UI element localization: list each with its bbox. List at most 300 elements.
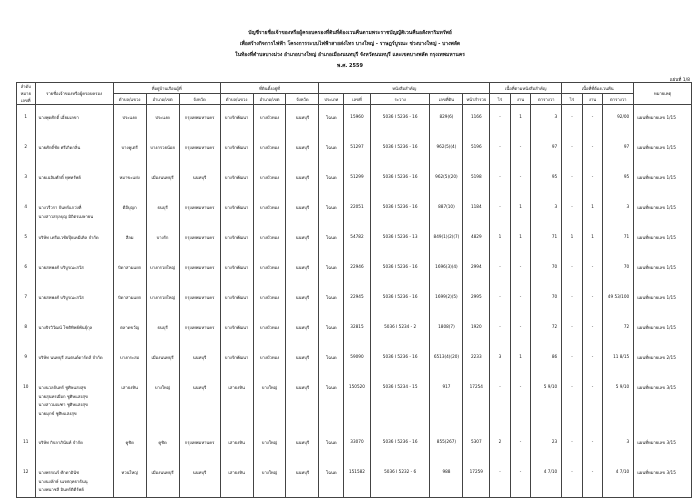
owner-name: นางจิรวิวัฒน์ โชติทิพย์พันธุ์กุล: [38, 325, 93, 330]
cell-w1: 3: [531, 195, 562, 225]
header-line-3: ในท้องที่ตำบลบางม่วง อำเภอบางใหญ่ อำเภอเมืองนนทบุรี จังหวัดนนทบุรี และเขตบางพลัด กรุงเทพมหานคร: [235, 52, 465, 58]
cell-a-sub: บางกระสอ: [113, 345, 146, 375]
header-name: รายชื่อเจ้าของหรือผู้ครอบครอง: [35, 83, 113, 105]
cell-w1: 70: [531, 255, 562, 285]
cell-no: 12: [17, 460, 36, 498]
cell-r1: 3: [490, 345, 511, 375]
table-row: [17, 165, 692, 195]
cell-ravang: 5036 I 5234 - 15: [370, 375, 430, 430]
cell-l-prov: นนทบุรี: [286, 105, 319, 136]
cell-a-sub: บิดาสามแยก: [113, 255, 146, 285]
table-row: [17, 135, 692, 165]
cell-no: 8: [17, 315, 36, 345]
cell-l-prov: นนทบุรี: [286, 375, 319, 430]
subheader: อำเภอ/เขต: [253, 94, 286, 105]
cell-w1: 72: [531, 315, 562, 345]
table-header: [17, 83, 692, 105]
cell-names: [35, 165, 113, 195]
subheader: ตารางวา: [603, 94, 634, 105]
cell-ravang: 5036 I 5236 - 16: [370, 345, 430, 375]
cell-remark: แผนที่หมายเลข 1/15: [634, 315, 692, 345]
cell-l-dist: บางบัวทอง: [253, 285, 286, 315]
owner-name: นางสาวมณฑา ชูศิษแสงสุข: [38, 402, 88, 407]
subheader: งาน: [582, 94, 603, 105]
cell-l-prov: นนทบุรี: [286, 430, 319, 460]
cell-n2: 1: [582, 195, 603, 225]
cell-l-prov: นนทบุรี: [286, 460, 319, 498]
cell-a-dist: ธนบุรี: [146, 195, 179, 225]
cell-r2: -: [562, 195, 583, 225]
cell-l-sub: บางรักพัฒนา: [220, 285, 253, 315]
cell-n2: -: [582, 135, 603, 165]
cell-l-dist: บางบัวทอง: [253, 315, 286, 345]
cell-ravang: 5036 I 5236 - 16: [370, 255, 430, 285]
table-row: [17, 225, 692, 255]
header-address: ที่อยู่บ้านเรือนผู้ที่: [113, 83, 220, 94]
cell-a-sub: ดีอีบุญก: [113, 195, 146, 225]
cell-a-dist: บางกรวยใหญ่: [146, 285, 179, 315]
cell-type: โฉนด: [319, 375, 344, 430]
cell-l-dist: บางบัวทอง: [253, 195, 286, 225]
cell-survey: 17254: [463, 375, 490, 430]
owner-name: นางนงลักษ์ นเรศฤทธาธันนุ: [38, 478, 88, 484]
cell-survey: 1184: [463, 195, 490, 225]
cell-l-prov: นนทบุรี: [286, 225, 319, 255]
owner-name: บริษัท กิจลาภินันท์ จำกัด: [38, 440, 83, 445]
cell-deed: 32815: [344, 315, 371, 345]
cell-r2: -: [562, 375, 583, 430]
cell-deed: 22946: [344, 255, 371, 285]
cell-survey: 5307: [463, 430, 490, 460]
cell-remark: แผนที่หมายเลข 1/15: [634, 225, 692, 255]
cell-l-dist: บางบัวทอง: [253, 105, 286, 136]
cell-a-dist: เมืองนนทบุรี: [146, 165, 179, 195]
cell-n1: -: [510, 375, 531, 430]
cell-survey: 2995: [463, 285, 490, 315]
cell-r1: -: [490, 105, 511, 136]
cell-names: [35, 285, 113, 315]
cell-no: 1: [17, 105, 36, 136]
cell-a-prov: นนทบุรี: [179, 375, 220, 430]
cell-l-dist: บางบัวทอง: [253, 345, 286, 375]
table-row: [17, 460, 692, 498]
cell-a-prov: นนทบุรี: [179, 165, 220, 195]
cell-l-sub: บางรักพัฒนา: [220, 105, 253, 136]
cell-a-sub: ตลาดขวัญ: [113, 315, 146, 345]
cell-no: 5: [17, 225, 36, 255]
cell-n1: 1: [510, 195, 531, 225]
cell-names: [35, 430, 113, 460]
cell-deed: 15960: [344, 105, 371, 136]
cell-r1: -: [490, 315, 511, 345]
table-row: [17, 255, 692, 285]
subheader: เลขที่: [344, 94, 371, 105]
cell-ravang: 5036 I 5236 - 16: [370, 165, 430, 195]
cell-survey: 1920: [463, 315, 490, 345]
cell-no: 10: [17, 375, 36, 430]
cell-a-sub: บางคูเตรี: [113, 135, 146, 165]
cell-type: โฉนด: [319, 195, 344, 225]
cell-a-prov: กรุงเทพมหานคร: [179, 430, 220, 460]
cell-l-dist: บางบัวทอง: [253, 135, 286, 165]
cell-ravang: 5036 I 5236 - 16: [370, 430, 430, 460]
cell-a-prov: กรุงเทพมหานคร: [179, 225, 220, 255]
cell-remark: แผนที่หมายเลข 2/15: [634, 345, 692, 375]
cell-remark: แผนที่หมายเลข 1/15: [634, 195, 692, 225]
cell-n2: -: [582, 430, 603, 460]
cell-ravang: 5036 I 5234 - 2: [370, 315, 430, 345]
cell-land: 887(10): [430, 195, 463, 225]
cell-r2: -: [562, 255, 583, 285]
cell-ravang: 5036 I 5236 - 16: [370, 285, 430, 315]
cell-n2: -: [582, 345, 603, 375]
cell-a-prov: กรุงเทพมหานคร: [179, 105, 220, 136]
cell-names: [35, 135, 113, 165]
table-row: [17, 285, 692, 315]
owner-name: นายสหพงศ์ บริบูรณะสวัส: [38, 265, 84, 270]
cell-w2: 72: [603, 315, 634, 345]
cell-a-dist: บางรัก: [146, 225, 179, 255]
cell-w2: 71: [603, 225, 634, 255]
cell-r2: -: [562, 165, 583, 195]
cell-remark: แผนที่หมายเลข 1/15: [634, 135, 692, 165]
cell-names: [35, 225, 113, 255]
cell-type: โฉนด: [319, 225, 344, 255]
cell-l-prov: นนทบุรี: [286, 195, 319, 225]
subheader: จังหวัด: [179, 94, 220, 105]
cell-w1: 71: [531, 225, 562, 255]
cell-l-sub: บางรักพัฒนา: [220, 255, 253, 285]
expropriation-table: [16, 82, 692, 498]
cell-w2: 95: [603, 165, 634, 195]
owner-name: นางนวลจันทร์ ชูศิษแสงสุข: [38, 385, 87, 390]
cell-land: 849(1)(2)(7): [430, 225, 463, 255]
header-seq: ลำดับ หมาย เลขที่: [17, 83, 36, 105]
cell-names: [35, 105, 113, 136]
cell-r2: 1: [562, 225, 583, 255]
cell-n1: -: [510, 135, 531, 165]
owner-name: นายมุกข์ ชูศิษแสงสุข: [38, 410, 77, 416]
cell-l-dist: บางใหญ่: [253, 430, 286, 460]
subheader: ไร่: [490, 94, 511, 105]
cell-ravang: 5036 I 5236 - 16: [370, 105, 430, 136]
cell-l-prov: นนทบุรี: [286, 345, 319, 375]
cell-n1: -: [510, 255, 531, 285]
cell-r2: -: [562, 135, 583, 165]
cell-deed: 33070: [344, 430, 371, 460]
table-row: [17, 195, 692, 225]
cell-l-sub: เสาธงหิน: [220, 430, 253, 460]
cell-a-sub: ทวนใหญ่: [113, 460, 146, 498]
cell-w2: 3: [603, 195, 634, 225]
cell-type: โฉนด: [319, 315, 344, 345]
cell-land: 962(5)(20): [430, 165, 463, 195]
cell-n2: -: [582, 165, 603, 195]
cell-n2: -: [582, 105, 603, 136]
header-total-area: เนื้อที่ตามหนังสือสำคัญ: [490, 83, 562, 94]
cell-w2: 70: [603, 255, 634, 285]
cell-r1: -: [490, 375, 511, 430]
cell-survey: 5196: [463, 135, 490, 165]
cell-l-dist: บางบัวทอง: [253, 165, 286, 195]
cell-land: 855(267): [430, 430, 463, 460]
cell-w1: 70: [531, 285, 562, 315]
cell-n1: 1: [510, 225, 531, 255]
owner-name: นายเฉลิมศักดิ์ ทุพทรัพย์: [38, 175, 81, 180]
cell-survey: 1166: [463, 105, 490, 136]
cell-type: โฉนด: [319, 345, 344, 375]
cell-l-sub: บางรักพัฒนา: [220, 225, 253, 255]
header-remark: หมายเหตุ: [634, 83, 692, 105]
cell-a-dist: ธนบุรี: [146, 315, 179, 345]
header-line-4: พ.ศ. 2559: [337, 63, 363, 69]
cell-a-sub: บิดาสามแยก: [113, 285, 146, 315]
owner-name: นางวรีวรา จันทร์แกว่งที่: [38, 205, 82, 210]
cell-remark: แผนที่หมายเลข 1/15: [634, 165, 692, 195]
cell-no: 11: [17, 430, 36, 460]
cell-l-prov: นนทบุรี: [286, 285, 319, 315]
header-land-location: ที่ดินตั้งอยู่ที่: [220, 83, 319, 94]
cell-r1: 1: [490, 225, 511, 255]
cell-w2: 92/00: [603, 105, 634, 136]
cell-n1: 1: [510, 345, 531, 375]
cell-type: โฉนด: [319, 105, 344, 136]
cell-a-dist: บางใหญ่: [146, 375, 179, 430]
cell-l-prov: นนทบุรี: [286, 135, 319, 165]
cell-remark: แผนที่หมายเลข 3/15: [634, 460, 692, 498]
cell-l-sub: บางรักพัฒนา: [220, 165, 253, 195]
cell-ravang: 5036 I 5236 - 13: [370, 225, 430, 255]
cell-l-sub: เสาธงหิน: [220, 375, 253, 430]
table-row: [17, 375, 692, 430]
cell-a-sub: เสาธงหิน: [113, 375, 146, 430]
cell-type: โฉนด: [319, 285, 344, 315]
cell-a-prov: กรุงเทพมหานคร: [179, 285, 220, 315]
cell-r2: -: [562, 430, 583, 460]
cell-names: [35, 195, 113, 225]
header-line-2: เพื่อสร้างกิจการไฟฟ้า โครงการระบบไฟฟ้าสายส่งไทร บางใหญ่ - ราษฎร์บูรณะ ช่วงบางใหญ่ - บางพลัด: [239, 41, 461, 47]
owner-name: นายสุนทรเผือก ชูศิษแสงสุข: [38, 393, 88, 399]
table-row: [17, 105, 692, 136]
owner-name: นางพุดศักดิ์ เอี่ยมเลขา: [38, 115, 79, 120]
cell-l-prov: นนทบุรี: [286, 315, 319, 345]
cell-n1: 1: [510, 105, 531, 136]
owner-name: นางสาวสกุลบุญ มิถิตรเมษายน: [38, 213, 94, 219]
cell-a-prov: กรุงเทพมหานคร: [179, 255, 220, 285]
cell-no: 9: [17, 345, 36, 375]
owner-name: บริษัท เครือเวชัยปุ๊ยเคมีเคิล จำกัด: [38, 235, 99, 240]
cell-land: 917: [430, 375, 463, 430]
document-header: [0, 28, 700, 72]
subheader: ตำบล/แขวง: [113, 94, 146, 105]
cell-n1: -: [510, 430, 531, 460]
cell-r1: -: [490, 285, 511, 315]
table-row: [17, 315, 692, 345]
header-expropriated-area: เนื้อที่ที่ต้องเวนคืน: [562, 83, 634, 94]
cell-deed: 51299: [344, 165, 371, 195]
cell-n2: -: [582, 255, 603, 285]
cell-r1: -: [490, 165, 511, 195]
cell-ravang: 5036 I 5236 - 16: [370, 135, 430, 165]
cell-deed: 51297: [344, 135, 371, 165]
header-title-deed: หนังสือสำคัญ: [319, 83, 490, 94]
cell-r1: 2: [490, 430, 511, 460]
cell-w1: 86: [531, 345, 562, 375]
cell-l-sub: เสาธงหิน: [220, 460, 253, 498]
owner-name: นายสหพงศ์ บริบูรณะสวัส: [38, 295, 84, 300]
cell-type: โฉนด: [319, 135, 344, 165]
cell-remark: แผนที่หมายเลข 1/15: [634, 105, 692, 136]
cell-land: 1696(3)(4): [430, 255, 463, 285]
cell-l-dist: บางบัวทอง: [253, 225, 286, 255]
subheader: ไร่: [562, 94, 583, 105]
cell-r2: -: [562, 460, 583, 498]
cell-land: 962(5)(4): [430, 135, 463, 165]
cell-type: โฉนด: [319, 255, 344, 285]
cell-no: 6: [17, 255, 36, 285]
cell-l-prov: นนทบุรี: [286, 165, 319, 195]
cell-a-prov: นนทบุรี: [179, 345, 220, 375]
cell-n2: 1: [582, 225, 603, 255]
cell-a-dist: เมืองนนทบุรี: [146, 345, 179, 375]
cell-survey: 17259: [463, 460, 490, 498]
subheader: ตำบล/แขวง: [220, 94, 253, 105]
owner-name: นางพรรณร์ ศักดาอินัช: [38, 470, 79, 475]
cell-l-dist: บางใหญ่: [253, 375, 286, 430]
table-row: [17, 345, 692, 375]
cell-survey: 4829: [463, 225, 490, 255]
cell-no: 7: [17, 285, 36, 315]
cell-names: [35, 345, 113, 375]
cell-l-dist: บางบัวทอง: [253, 255, 286, 285]
cell-no: 3: [17, 165, 36, 195]
cell-a-dist: เมืองนนทบุรี: [146, 460, 179, 498]
subheader: เลขที่ดิน: [430, 94, 463, 105]
owner-name: นายศักดิ์ชัย ศรีเกิดกลิ่น: [38, 145, 81, 150]
cell-a-dist: ประแงด: [146, 105, 179, 136]
subheader: อำเภอ/เขต: [146, 94, 179, 105]
cell-no: 2: [17, 135, 36, 165]
cell-r2: -: [562, 315, 583, 345]
cell-ravang: 5036 I 5236 - 16: [370, 195, 430, 225]
cell-remark: แผนที่หมายเลข 3/15: [634, 430, 692, 460]
cell-land: 829(6): [430, 105, 463, 136]
cell-l-sub: บางรักพัฒนา: [220, 345, 253, 375]
cell-w2: 3: [603, 430, 634, 460]
cell-names: [35, 375, 113, 430]
cell-names: [35, 255, 113, 285]
cell-l-dist: บางใหญ่: [253, 460, 286, 498]
page-number: แผ่นที่ 1/8: [669, 78, 690, 83]
cell-land: 1699(2)(5): [430, 285, 463, 315]
owner-name: บริษัท นนทบุรี สแตนด์ดาร์ดส์ จำกัด: [38, 355, 103, 360]
cell-n2: -: [582, 375, 603, 430]
cell-remark: แผนที่หมายเลข 1/15: [634, 285, 692, 315]
cell-w1: 23: [531, 430, 562, 460]
cell-land: 988: [430, 460, 463, 498]
subheader: ประเภท: [319, 94, 344, 105]
cell-deed: 151582: [344, 460, 371, 498]
cell-a-dist: บางกรวยน้อย: [146, 135, 179, 165]
cell-a-prov: กรุงเทพมหานคร: [179, 315, 220, 345]
cell-survey: 2994: [463, 255, 490, 285]
cell-w2: 11 8/15: [603, 345, 634, 375]
cell-w1: 5 9/10: [531, 375, 562, 430]
cell-r2: -: [562, 345, 583, 375]
cell-a-dist: คูชิด: [146, 430, 179, 460]
cell-a-sub: หมาขะแย่ง: [113, 165, 146, 195]
cell-a-sub: สีลม: [113, 225, 146, 255]
cell-survey: 2233: [463, 345, 490, 375]
cell-n1: -: [510, 285, 531, 315]
cell-w2: 49 53/100: [603, 285, 634, 315]
table-row: [17, 430, 692, 460]
cell-a-sub: คูชิด: [113, 430, 146, 460]
cell-deed: 54782: [344, 225, 371, 255]
cell-a-prov: นนทบุรี: [179, 460, 220, 498]
cell-n2: -: [582, 315, 603, 345]
cell-w1: 95: [531, 165, 562, 195]
cell-land: 6513(4)(20): [430, 345, 463, 375]
cell-ravang: 5036 I 5232 - 6: [370, 460, 430, 498]
cell-r1: -: [490, 460, 511, 498]
cell-survey: 5198: [463, 165, 490, 195]
subheader: หน้าสำรวจ: [463, 94, 490, 105]
cell-deed: 150520: [344, 375, 371, 430]
cell-w1: 3: [531, 105, 562, 136]
cell-remark: แผนที่หมายเลข 1/15: [634, 255, 692, 285]
cell-a-sub: ประแงด: [113, 105, 146, 136]
cell-n2: -: [582, 285, 603, 315]
cell-w2: 4 7/10: [603, 460, 634, 498]
table-body: [17, 105, 692, 498]
cell-l-sub: บางรักพัฒนา: [220, 135, 253, 165]
subheader: จังหวัด: [286, 94, 319, 105]
cell-l-prov: นนทบุรี: [286, 255, 319, 285]
cell-w1: 97: [531, 135, 562, 165]
cell-names: [35, 460, 113, 498]
cell-land: 1808(7): [430, 315, 463, 345]
cell-deed: 59090: [344, 345, 371, 375]
cell-remark: แผนที่หมายเลข 3/15: [634, 375, 692, 430]
cell-n1: -: [510, 165, 531, 195]
cell-n2: -: [582, 460, 603, 498]
cell-n1: -: [510, 315, 531, 345]
subheader: ระวาง: [370, 94, 430, 105]
cell-a-prov: กรุงเทพมหานคร: [179, 135, 220, 165]
subheader: งาน: [510, 94, 531, 105]
cell-r1: -: [490, 195, 511, 225]
cell-w1: 4 7/10: [531, 460, 562, 498]
cell-type: โฉนด: [319, 460, 344, 498]
cell-r1: -: [490, 255, 511, 285]
cell-a-dist: บางกรวยใหญ่: [146, 255, 179, 285]
cell-w2: 5 9/10: [603, 375, 634, 430]
cell-w2: 97: [603, 135, 634, 165]
cell-names: [35, 315, 113, 345]
cell-l-sub: บางรักพัฒนา: [220, 195, 253, 225]
cell-r2: -: [562, 285, 583, 315]
cell-r2: -: [562, 105, 583, 136]
header-line-1: บัญชีรายชื่อเจ้าของหรือผู้ครอบครองที่ดินที่ต้องเวนคืนตามพระราชบัญญัติเวนคืนอสังหาริมทรัพย์: [248, 30, 452, 36]
owner-name: นางพนาชลี อินทร์ติดีร์พย์: [38, 487, 84, 492]
cell-r1: -: [490, 135, 511, 165]
cell-no: 4: [17, 195, 36, 225]
cell-deed: 22051: [344, 195, 371, 225]
cell-l-sub: บางรักพัฒนา: [220, 315, 253, 345]
cell-type: โฉนด: [319, 430, 344, 460]
cell-n1: -: [510, 460, 531, 498]
